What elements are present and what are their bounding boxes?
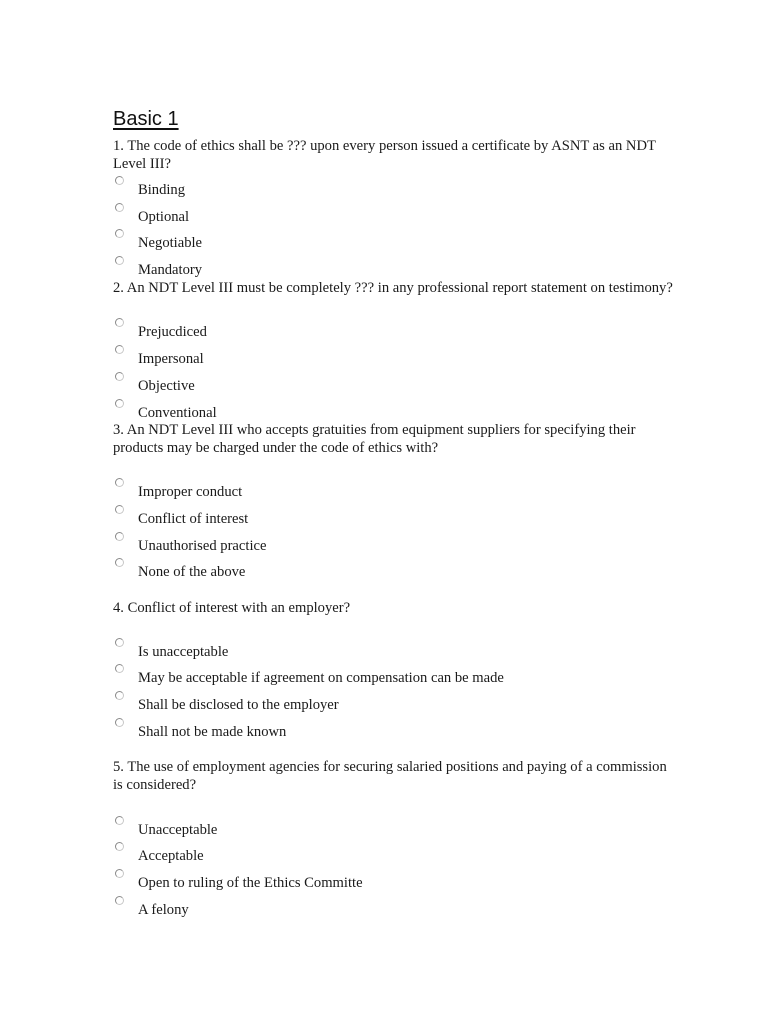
option-label: Impersonal bbox=[138, 351, 204, 367]
radio-button[interactable] bbox=[115, 203, 124, 212]
radio-button[interactable] bbox=[115, 229, 124, 238]
option-label: Conflict of interest bbox=[138, 511, 249, 527]
radio-button[interactable] bbox=[115, 505, 124, 514]
radio-button[interactable] bbox=[115, 176, 124, 185]
option-label: Shall not be made known bbox=[138, 724, 287, 740]
question-2-option-3[interactable] bbox=[113, 372, 593, 398]
option-label: None of the above bbox=[138, 564, 246, 580]
option-label: May be acceptable if agreement on compensation can be made bbox=[138, 670, 504, 686]
radio-button[interactable] bbox=[115, 664, 124, 673]
question-4-option-2[interactable] bbox=[113, 664, 593, 690]
radio-button[interactable] bbox=[115, 691, 124, 700]
option-label: A felony bbox=[138, 902, 189, 918]
option-label: Acceptable bbox=[138, 848, 204, 864]
option-label: Conventional bbox=[138, 405, 217, 421]
radio-button[interactable] bbox=[115, 532, 124, 541]
option-label: Open to ruling of the Ethics Committe bbox=[138, 875, 363, 891]
question-5-option-4[interactable] bbox=[113, 896, 593, 922]
radio-button[interactable] bbox=[115, 896, 124, 905]
question-4-text: 4. Conflict of interest with an employer? bbox=[113, 600, 351, 616]
question-3-option-1[interactable] bbox=[113, 478, 593, 504]
option-label: Optional bbox=[138, 209, 190, 225]
question-1-text: 1. The code of ethics shall be ??? upon every person issued a certificate by ASNT as an NDT Level III? bbox=[113, 138, 656, 172]
question-5-option-2[interactable] bbox=[113, 842, 593, 868]
question-1-option-3[interactable] bbox=[113, 229, 593, 255]
question-1-option-1[interactable] bbox=[113, 176, 593, 202]
radio-button[interactable] bbox=[115, 399, 124, 408]
option-label: Unauthorised practice bbox=[138, 538, 267, 554]
radio-button[interactable] bbox=[115, 816, 124, 825]
question-2-text: 2. An NDT Level III must be completely ??? in any professional report statement on testimony? bbox=[113, 280, 673, 296]
question-5-option-3[interactable] bbox=[113, 869, 593, 895]
question-2-option-1[interactable] bbox=[113, 318, 593, 344]
question-1-option-2[interactable] bbox=[113, 203, 593, 229]
page-title: Basic 1 bbox=[113, 108, 179, 130]
radio-button[interactable] bbox=[115, 869, 124, 878]
option-label: Prejucdiced bbox=[138, 324, 207, 340]
radio-button[interactable] bbox=[115, 718, 124, 727]
option-label: Shall be disclosed to the employer bbox=[138, 697, 339, 713]
radio-button[interactable] bbox=[115, 558, 124, 567]
radio-button[interactable] bbox=[115, 372, 124, 381]
question-3-option-3[interactable] bbox=[113, 532, 593, 558]
question-4-option-3[interactable] bbox=[113, 691, 593, 717]
question-5-text: 5. The use of employment agencies for securing salaried positions and paying of a commission is considered? bbox=[113, 759, 667, 793]
radio-button[interactable] bbox=[115, 638, 124, 647]
option-label: Improper conduct bbox=[138, 484, 243, 500]
radio-button[interactable] bbox=[115, 478, 124, 487]
option-label: Unacceptable bbox=[138, 822, 218, 838]
question-3-option-4[interactable] bbox=[113, 558, 593, 584]
radio-button[interactable] bbox=[115, 842, 124, 851]
question-4-option-1[interactable] bbox=[113, 638, 593, 664]
question-5-option-1[interactable] bbox=[113, 816, 593, 842]
option-label: Mandatory bbox=[138, 262, 203, 278]
option-label: Binding bbox=[138, 182, 186, 198]
question-4-option-4[interactable] bbox=[113, 718, 593, 744]
option-label: Objective bbox=[138, 378, 195, 394]
radio-button[interactable] bbox=[115, 345, 124, 354]
question-2-option-2[interactable] bbox=[113, 345, 593, 371]
option-label: Negotiable bbox=[138, 235, 203, 251]
option-label: Is unacceptable bbox=[138, 644, 229, 660]
question-3-option-2[interactable] bbox=[113, 505, 593, 531]
question-3-text: 3. An NDT Level III who accepts gratuities from equipment suppliers for specifying their products may be charged under the code of ethics with? bbox=[113, 422, 636, 456]
radio-button[interactable] bbox=[115, 256, 124, 265]
radio-button[interactable] bbox=[115, 318, 124, 327]
